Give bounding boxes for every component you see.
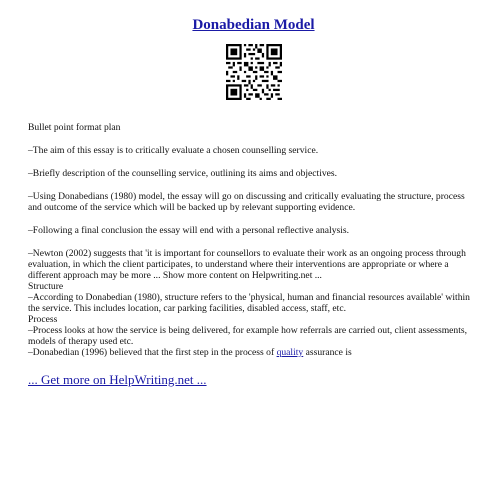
paragraph-plan-heading: Bullet point format plan [28, 122, 121, 133]
heading-structure: Structure [28, 281, 64, 292]
quality-text-after: assurance is [303, 347, 352, 358]
document-body [28, 122, 479, 358]
get-more-link[interactable]: ... Get more on HelpWriting.net ... [28, 372, 207, 387]
paragraph-description: –Briefly description of the counselling service, outlining its aims and objectives. [28, 168, 338, 179]
paragraph-process: –Process looks at how the service is being delivered, for example how referrals are carried out, client assessments, models of therapy used etc. [28, 325, 468, 347]
paragraph-newton: –Newton (2002) suggests that 'it is important for counsellors to evaluate their work as an ongoing process through evaluation, in which the client participates, to understand where their interventions are appropriate or where a different approach may be more ... Show more content on Helpwriting.net ... [28, 248, 466, 281]
paragraph-aim: –The aim of this essay is to critically evaluate a chosen counselling service. [28, 145, 319, 156]
paragraph-quality [28, 347, 479, 358]
paragraph-structure: –According to Donabedian (1980), structure refers to the 'physical, human and financial resources available' within the service. This includes location, car parking facilities, disabled access, staff, etc. [28, 292, 470, 314]
quality-link[interactable]: quality [276, 347, 304, 358]
page-title[interactable] [28, 16, 479, 34]
quality-text-before: –Donabedian (1996) believed that the first step in the process of [28, 347, 277, 358]
title-link[interactable]: Donabedian Model [192, 17, 315, 33]
qr-code-graphic [226, 44, 282, 100]
qr-code-image [226, 44, 282, 100]
paragraph-conclusion: –Following a final conclusion the essay will end with a personal reflective analysis. [28, 225, 350, 236]
paragraph-model: –Using Donabedians (1980) model, the essay will go on discussing and critically evaluating the structure, process and outcome of the service which will be backed up by relevant supporting evidence. [28, 191, 465, 213]
heading-process: Process [28, 314, 58, 325]
